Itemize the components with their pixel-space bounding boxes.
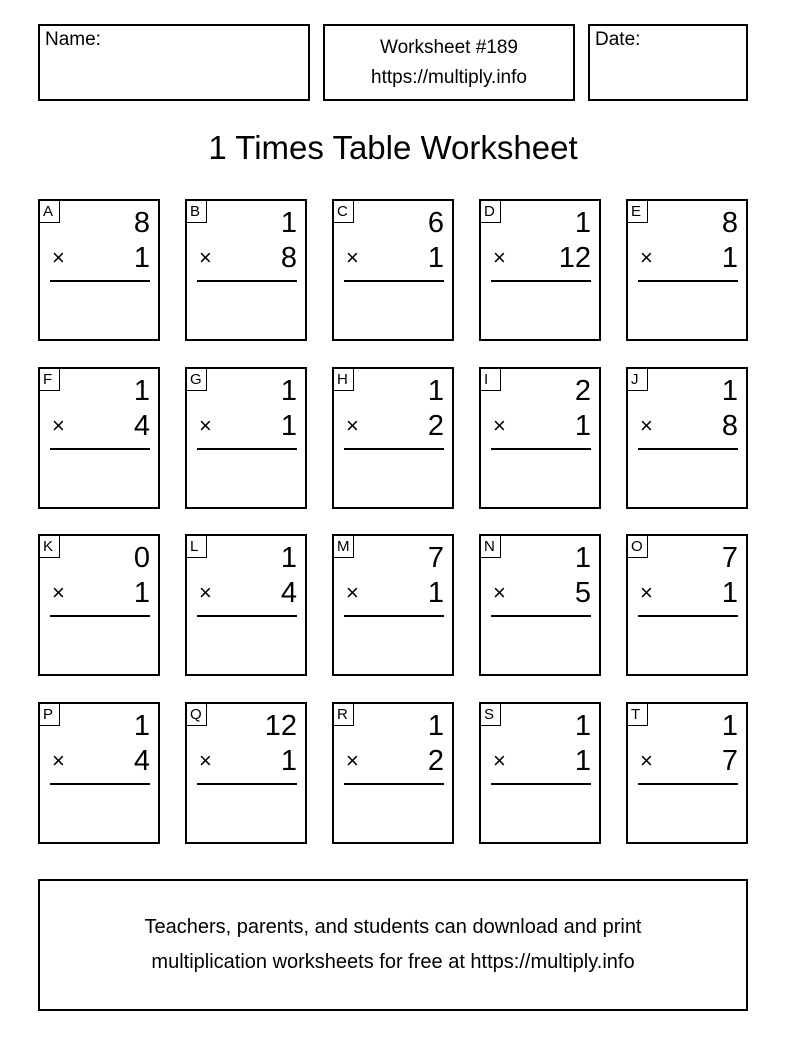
problem-letter: E [628, 201, 648, 223]
footer-line-2: multiplication worksheets for free at https://multiply.info [151, 951, 635, 973]
problem-card[interactable] [185, 367, 307, 509]
multiplicand: 8 [721, 207, 738, 239]
problem-card[interactable] [332, 702, 454, 844]
multiplier: 4 [133, 745, 150, 777]
problem-card[interactable] [626, 199, 748, 341]
multiplicand: 7 [427, 542, 444, 574]
answer-line [344, 448, 444, 450]
problem-letter: O [628, 536, 648, 558]
problem-card[interactable] [479, 702, 601, 844]
answer-line [638, 615, 738, 617]
worksheet-url: https://multiply.info [371, 66, 527, 88]
worksheet-info-box [323, 24, 575, 101]
problem-card[interactable] [38, 702, 160, 844]
multiplicand: 0 [133, 542, 150, 574]
multiply-sign: × [199, 748, 212, 773]
multiply-sign: × [52, 413, 65, 438]
multiplier: 5 [574, 577, 591, 609]
problem-letter: H [334, 369, 354, 391]
answer-line [491, 783, 591, 785]
problem-letter: M [334, 536, 354, 558]
multiplier: 1 [133, 577, 150, 609]
multiplier: 4 [280, 577, 297, 609]
multiply-sign: × [199, 580, 212, 605]
multiply-sign: × [493, 748, 506, 773]
answer-line [638, 783, 738, 785]
multiplier: 1 [427, 577, 444, 609]
problem-card[interactable] [38, 534, 160, 676]
answer-line [197, 615, 297, 617]
multiply-sign: × [493, 580, 506, 605]
problem-letter: D [481, 201, 501, 223]
multiplicand: 1 [280, 375, 297, 407]
multiply-sign: × [52, 245, 65, 270]
multiplier: 12 [558, 242, 591, 274]
footer-box [38, 879, 748, 1011]
multiplier: 8 [721, 410, 738, 442]
multiply-sign: × [493, 245, 506, 270]
problem-card[interactable] [38, 199, 160, 341]
answer-line [491, 615, 591, 617]
multiplicand: 6 [427, 207, 444, 239]
answer-line [197, 448, 297, 450]
problem-card[interactable] [479, 199, 601, 341]
multiplicand: 1 [280, 207, 297, 239]
multiplier: 1 [574, 745, 591, 777]
problem-card[interactable] [332, 534, 454, 676]
problem-letter: Q [187, 704, 207, 726]
problem-card[interactable] [332, 367, 454, 509]
worksheet-number: Worksheet #189 [379, 36, 518, 58]
multiply-sign: × [346, 748, 359, 773]
problem-card[interactable] [626, 367, 748, 509]
multiplier: 7 [721, 745, 738, 777]
date-label: Date: [595, 29, 641, 50]
answer-line [50, 448, 150, 450]
answer-line [50, 280, 150, 282]
answer-line [491, 280, 591, 282]
multiplier: 1 [280, 410, 297, 442]
multiply-sign: × [640, 413, 653, 438]
problem-card[interactable] [626, 702, 748, 844]
footer-line-1: Teachers, parents, and students can download and print [144, 916, 642, 938]
multiplier: 2 [427, 410, 444, 442]
problem-letter: A [40, 201, 60, 223]
answer-line [638, 280, 738, 282]
problem-letter: B [187, 201, 207, 223]
problem-letter: I [481, 369, 501, 391]
problem-letter: T [628, 704, 648, 726]
problem-letter: P [40, 704, 60, 726]
problem-letter: F [40, 369, 60, 391]
multiply-sign: × [199, 245, 212, 270]
problem-letter: K [40, 536, 60, 558]
problem-card[interactable] [479, 534, 601, 676]
multiplier: 2 [427, 745, 444, 777]
answer-line [197, 783, 297, 785]
answer-line [344, 783, 444, 785]
problem-letter: C [334, 201, 354, 223]
answer-line [344, 280, 444, 282]
multiply-sign: × [640, 580, 653, 605]
answer-line [491, 448, 591, 450]
multiplicand: 1 [574, 542, 591, 574]
answer-line [197, 280, 297, 282]
multiplicand: 1 [721, 710, 738, 742]
page-title: 1 Times Table Worksheet [208, 129, 578, 166]
date-box[interactable] [588, 24, 748, 101]
multiplicand: 1 [427, 710, 444, 742]
multiplier: 8 [280, 242, 297, 274]
problem-card[interactable] [185, 199, 307, 341]
multiplier: 1 [721, 577, 738, 609]
multiplicand: 1 [574, 207, 591, 239]
problem-card[interactable] [38, 367, 160, 509]
multiplicand: 2 [574, 375, 591, 407]
answer-line [50, 783, 150, 785]
multiply-sign: × [493, 413, 506, 438]
multiplier: 1 [427, 242, 444, 274]
problem-letter: J [628, 369, 648, 391]
multiply-sign: × [199, 413, 212, 438]
multiplicand: 1 [133, 375, 150, 407]
multiplier: 1 [280, 745, 297, 777]
multiply-sign: × [346, 245, 359, 270]
problem-letter: G [187, 369, 207, 391]
multiplier: 1 [721, 242, 738, 274]
multiplier: 1 [574, 410, 591, 442]
multiplicand: 1 [280, 542, 297, 574]
multiplicand: 1 [721, 375, 738, 407]
multiplicand: 12 [264, 710, 297, 742]
problem-card[interactable] [626, 534, 748, 676]
multiplicand: 1 [574, 710, 591, 742]
multiply-sign: × [346, 413, 359, 438]
multiplier: 1 [133, 242, 150, 274]
multiplicand: 7 [721, 542, 738, 574]
multiply-sign: × [52, 748, 65, 773]
multiplier: 4 [133, 410, 150, 442]
multiplicand: 8 [133, 207, 150, 239]
multiply-sign: × [346, 580, 359, 605]
multiplicand: 1 [133, 710, 150, 742]
problem-letter: N [481, 536, 501, 558]
answer-line [344, 615, 444, 617]
multiply-sign: × [52, 580, 65, 605]
problem-letter: S [481, 704, 501, 726]
multiplicand: 1 [427, 375, 444, 407]
answer-line [638, 448, 738, 450]
name-box[interactable] [38, 24, 310, 101]
problem-card[interactable] [479, 367, 601, 509]
answer-line [50, 615, 150, 617]
name-label: Name: [45, 29, 101, 50]
problem-card[interactable] [185, 534, 307, 676]
problem-letter: R [334, 704, 354, 726]
problem-card[interactable] [185, 702, 307, 844]
multiply-sign: × [640, 245, 653, 270]
multiply-sign: × [640, 748, 653, 773]
problem-letter: L [187, 536, 207, 558]
problem-card[interactable] [332, 199, 454, 341]
